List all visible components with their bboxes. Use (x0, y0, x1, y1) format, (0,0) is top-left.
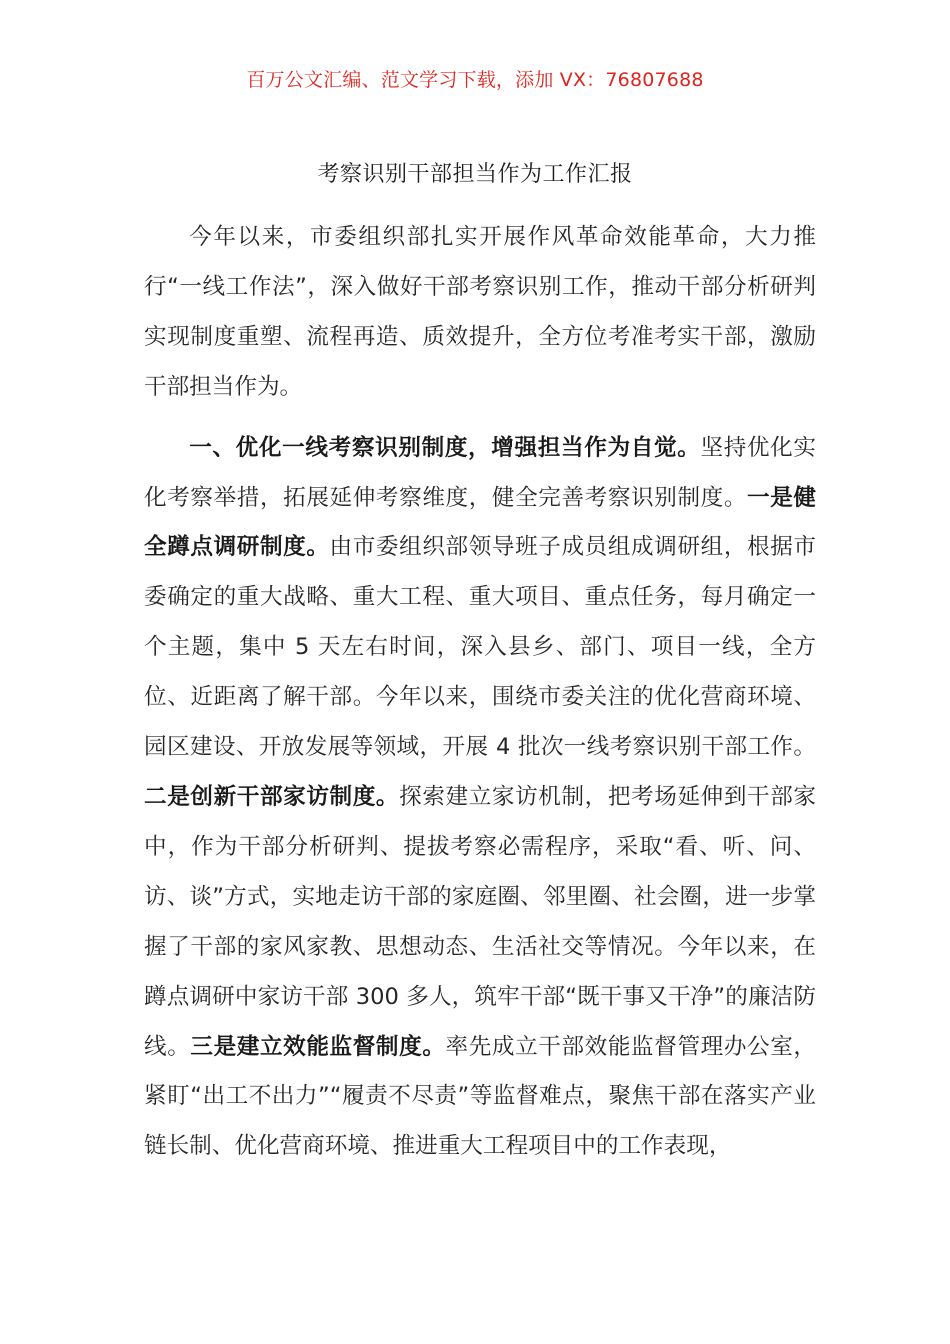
point-1-heading: 一是健全蹲点调研制度。 (144, 484, 817, 561)
intro-paragraph: 今年以来，市委组织部扎实开展作风革命效能革命，大力推行“一线工作法”，深入做好干部考察识别工作，推动干部分析研判实现制度重塑、流程再造、质效提升，全方位考准考实干部，激励干部担当作为。 (144, 224, 816, 400)
point-3-heading: 三是建立效能监督制度。 (190, 1033, 446, 1060)
point-2-heading: 二是创新干部家访制度。 (144, 783, 400, 810)
section-1-paragraph (144, 424, 816, 1173)
point-1-text: 由市委组织部领导班子成员组成调研组，根据市委确定的重大战略、重大工程、重大项目、重点任务，每月确定一个主题，集中 5 天左右时间，深入县乡、部门、项目一线，全方位、近距离了解干部。今年以来，围绕市委关注的优化营商环境、园区建设、开放发展等领域，开展 4 批次一线考察识别干部工作。 (144, 534, 817, 761)
section-1-heading: 一、优化一线考察识别制度，增强担当作为自觉。 (189, 434, 701, 461)
point-2-text: 探索建立家访机制，把考场延伸到干部家中，作为干部分析研判、提拔考察必需程序，采取“看、听、问、访、谈”方式，实地走访干部的家庭圈、邻里圈、社会圈，进一步掌握了干部的家风家教、思想动态、生活社交等情况。今年以来，在蹲点调研中家访干部 300 多人，筑牢干部“既干事又干净”的廉洁防线。 (144, 783, 817, 1060)
document-body (144, 213, 816, 1172)
point-3-text: 率先成立干部效能监督管理办公室，紧盯“出工不出力”“履责不尽责”等监督难点，聚焦干部在落实产业链长制、优化营商环境、推进重大工程项目中的工作表现， (144, 1033, 817, 1160)
header-download-note: 百万公文汇编、范文学习下载，添加 VX：76807688 (246, 69, 704, 91)
document-title: 考察识别干部担当作为工作汇报 (317, 162, 633, 187)
section-1-lead: 坚持优化实化考察举措，拓展延伸考察维度，健全完善考察识别制度。 (144, 434, 817, 511)
